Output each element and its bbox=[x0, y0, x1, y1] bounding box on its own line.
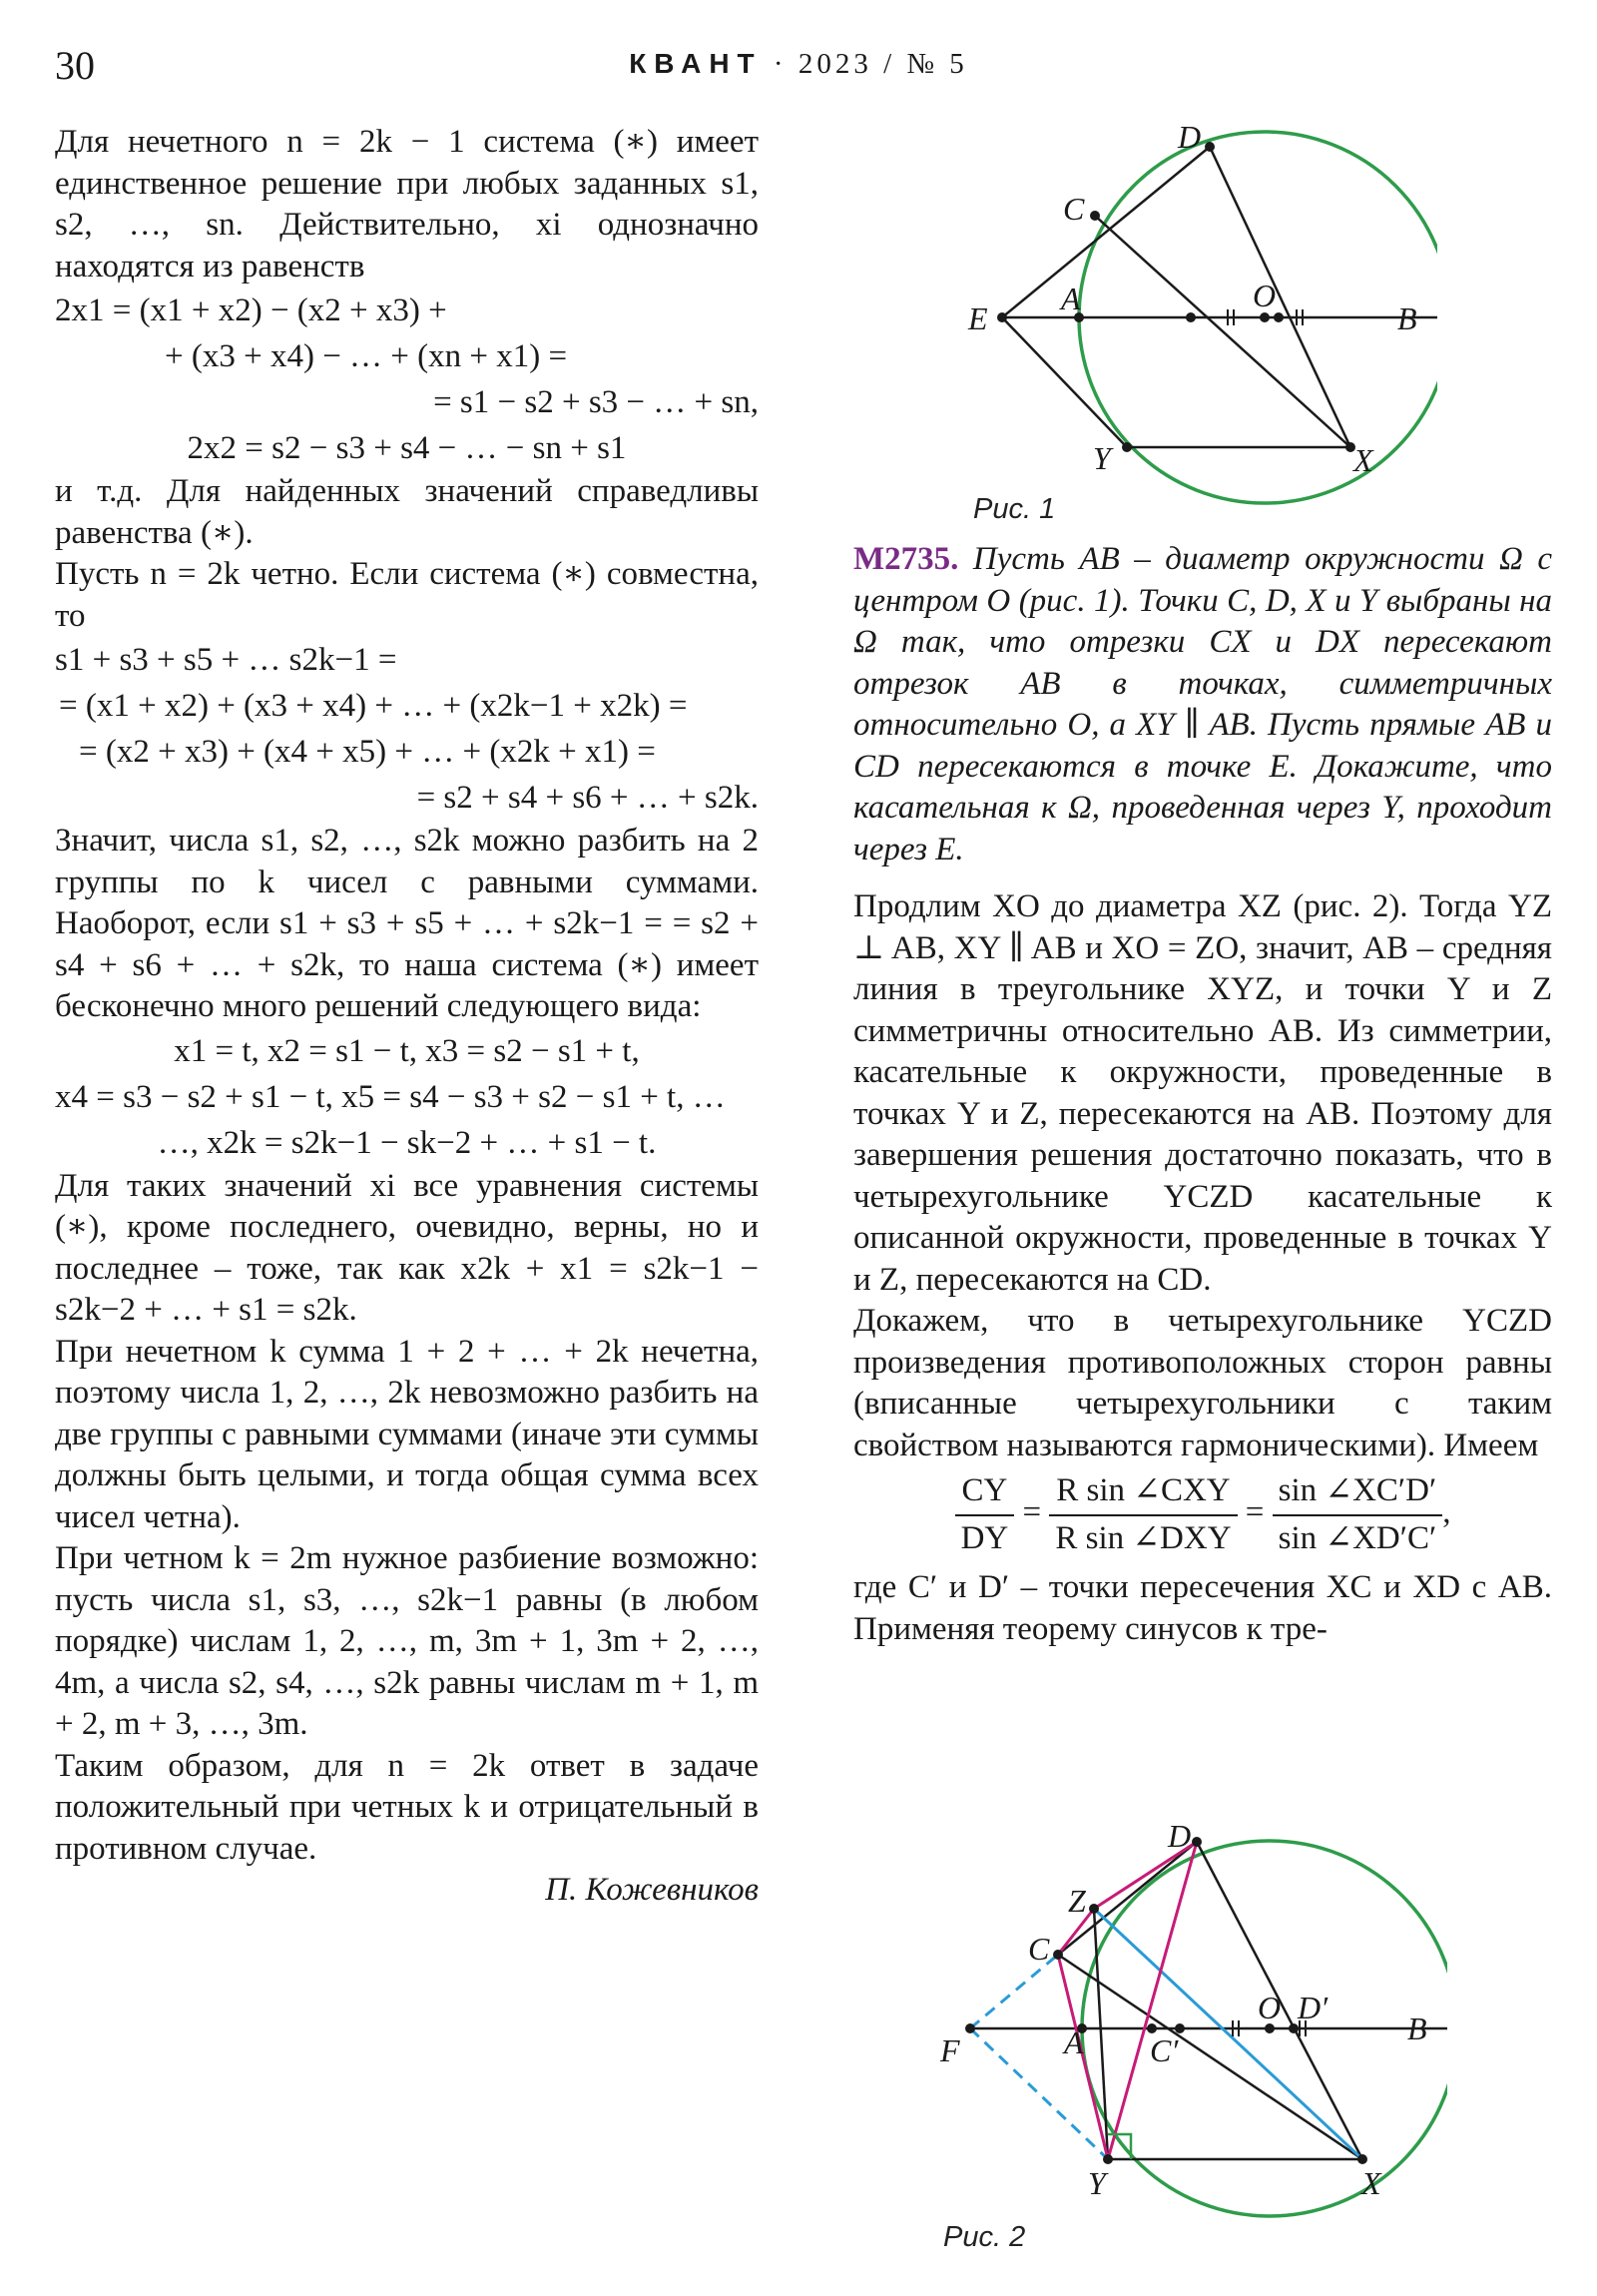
fraction-sin-prime: $\frac{\sin \angle XC'D'}{\sin \angle XD'C'}$ bbox=[1273, 1470, 1443, 1559]
label-C: C bbox=[1063, 191, 1085, 227]
point-Y bbox=[1103, 2154, 1113, 2164]
paragraph-odd-case: Для нечетного n = 2k − 1 система (∗) имеет единственное решение при любых заданных s1, s2, …, sn. Действительно, xi однозначно находятся из равенств bbox=[55, 124, 759, 285]
tangent-FY bbox=[970, 2028, 1108, 2159]
point-Z bbox=[1089, 1904, 1099, 1914]
header-separator: · bbox=[773, 48, 788, 80]
equation-sum-odd: s1 + s3 + s5 + … s2k−1 = bbox=[55, 642, 397, 678]
page-header bbox=[0, 42, 1597, 92]
author-signature: П. Кожевников bbox=[545, 1872, 759, 1908]
label-D: D bbox=[1168, 1818, 1192, 1854]
issue-number: 2023 / № 5 bbox=[798, 48, 968, 80]
equation-solution-1: x1 = t, x2 = s1 − t, x3 = s2 − s1 + t, bbox=[174, 1032, 640, 1069]
paragraph-conclusion: Таким образом, для n = 2k ответ в задаче положительный при четных k и отрицательный в противном случае. bbox=[55, 1747, 759, 1867]
point-D-prime bbox=[1274, 312, 1284, 322]
solution-paragraph-3: где C′ и D′ – точки пересечения XC и XD с AB. Применяя теорему синусов к тре- bbox=[853, 1569, 1552, 1647]
label-B: B bbox=[1407, 2010, 1427, 2046]
label-O: O bbox=[1258, 1990, 1282, 2025]
equation-2x1-cont: + (x3 + x4) − … + (xn + x1) = bbox=[165, 338, 568, 374]
label-F: F bbox=[940, 2032, 960, 2068]
equation-2x2: 2x2 = s2 − s3 + s4 − … − sn + s1 bbox=[187, 430, 627, 466]
journal-name: КВАНТ bbox=[629, 48, 763, 79]
label-O: O bbox=[1253, 278, 1277, 313]
solution-paragraph-1: Продлим XO до диаметра XZ (рис. 2). Тогда YZ ⊥ AB, XY ∥ AB и XO = ZO, значит, AB – средняя линия в треугольнике XYZ, и точки Y и Z симметричны относительно AB. Из симметрии, касательные к окружности, проведенные в точках Y и Z, пересекаются на AB. Поэтому для завершения решения достаточно показать, что в четырехугольнике YCZD касательные к описанной окружности, проведенные в точках Y и Z, пересекаются на CD. bbox=[853, 888, 1552, 1298]
equation-solution-2: x4 = s3 − s2 + s1 − t, x5 = s4 − s3 + s2 − s1 + t, … bbox=[55, 1078, 726, 1115]
paragraph-odd-k: При нечетном k сумма 1 + 2 + … + 2k нечетна, поэтому числа 1, 2, …, 2k невозможно разбить на две группы с равными суммами (иначе эти суммы должны быть целыми, и тогда общая сумма всех чисел четна). bbox=[55, 1333, 759, 1535]
paragraph-even-k: При четном k = 2m нужное разбиение возможно: пусть числа s1, s3, …, s2k−1 равны (в любом порядке) числам 1, 2, …, m, 3m + 1, 3m + 2, …, 4m, а числа s2, s4, …, s2k равны числам m + 1, m + 2, m + 3, …, 3m. bbox=[55, 1540, 759, 1742]
paragraph-etc: и т.д. Для найденных значений справедливы равенства (∗). bbox=[55, 473, 759, 551]
segment-DX bbox=[1210, 147, 1350, 447]
running-header bbox=[0, 48, 1597, 81]
figure-2 bbox=[928, 1812, 1447, 2231]
diameter-ZX bbox=[1094, 1909, 1362, 2159]
label-E: E bbox=[968, 300, 988, 336]
label-Y: Y bbox=[1093, 440, 1111, 476]
label-Y: Y bbox=[1088, 2165, 1106, 2201]
fraction-cy-dy: $\frac{CY}{DY}$ bbox=[955, 1470, 1015, 1559]
point-E bbox=[997, 312, 1007, 322]
point-C-prime bbox=[1186, 312, 1196, 322]
left-column bbox=[55, 122, 759, 1912]
right-column bbox=[853, 539, 1552, 1650]
label-B: B bbox=[1397, 300, 1417, 336]
equation-2x1: 2x1 = (x1 + x2) − (x2 + x3) + bbox=[55, 292, 447, 328]
equation-sum-pairs-1: = (x1 + x2) + (x3 + x4) + … + (x2k−1 + x2k) = bbox=[59, 688, 688, 724]
figure-1 bbox=[958, 120, 1437, 519]
label-D: D bbox=[1178, 120, 1202, 155]
segment-CX bbox=[1095, 216, 1350, 447]
point-D bbox=[1205, 142, 1215, 152]
points bbox=[965, 1837, 1447, 2164]
problem-text: Пусть AB – диаметр окружности Ω с центром O (рис. 1). Точки C, D, X и Y выбраны на Ω так, что отрезки CX и DX пересекают отрезок AB в точках, симметричных относительно O, а XY ∥ AB. Пусть прямые AB и CD пересекаются в точке E. Докажите, что касательная к Ω, проведенная через Y, проходит через E. bbox=[853, 541, 1552, 867]
label-A: A bbox=[1061, 281, 1081, 316]
point-X bbox=[1357, 2154, 1367, 2164]
label-X: X bbox=[1353, 442, 1373, 478]
page-number: 30 bbox=[55, 43, 95, 88]
problem-id: М2735. bbox=[853, 541, 959, 577]
point-D bbox=[1192, 1837, 1202, 1847]
problem-statement bbox=[853, 539, 1552, 870]
equation-sum-even: = s2 + s4 + s6 + … + s2k. bbox=[416, 780, 759, 816]
paragraph-partition: Значит, числа s1, s2, …, s2k можно разбить на 2 группы по k чисел с равными суммами. Наоборот, если s1 + s3 + s5 + … + s2k−1 = = s2 + s4 + s6 + … + s2k, то наша система (∗) имеет бесконечно много решений следующего вида: bbox=[55, 823, 759, 1024]
equation-solution-3: …, x2k = s2k−1 − sk−2 + … + s1 − t. bbox=[157, 1124, 657, 1161]
figure-2-caption: Рис. 2 bbox=[943, 2221, 1026, 2253]
equation-sum-pairs-2: = (x2 + x3) + (x4 + x5) + … + (x2k + x1) = bbox=[79, 734, 656, 770]
label-Z: Z bbox=[1068, 1883, 1086, 1919]
label-C-prime: C′ bbox=[1150, 2032, 1179, 2068]
figure-1-caption: Рис. 1 bbox=[973, 493, 1056, 525]
segment-CX bbox=[1058, 1955, 1362, 2159]
point-F bbox=[965, 2023, 975, 2033]
point-C bbox=[1090, 211, 1100, 221]
point-Y bbox=[1122, 442, 1132, 452]
paragraph-even-case: Пусть n = 2k четно. Если система (∗) совместна, то bbox=[55, 556, 759, 634]
tangent-EY bbox=[1002, 317, 1127, 447]
paragraph-verification: Для таких значений xi все уравнения системы (∗), кроме последнего, очевидно, верны, но и последнее – тоже, так как x2k + x1 = s2k−1 − s2k−2 + … + s1 = s2k. bbox=[55, 1167, 759, 1328]
point-C bbox=[1053, 1950, 1063, 1960]
label-X: X bbox=[1361, 2165, 1381, 2201]
point-O bbox=[1260, 312, 1270, 322]
label-D-prime: D′ bbox=[1298, 1990, 1329, 2025]
equation-2x1-result: = s1 − s2 + s3 − … + sn, bbox=[433, 384, 759, 420]
label-A: A bbox=[1064, 2024, 1084, 2060]
solution-paragraph-2: Докажем, что в четырехугольнике YCZD произведения противоположных сторон равны (вписанные четырехугольники с таким свойством называются гармоническими). Имеем bbox=[853, 1303, 1552, 1463]
fraction-rsin: $\frac{\text{R sin ∠CXY}}{\text{R sin ∠DXY}}$ bbox=[1049, 1470, 1237, 1559]
ratio-equation: $\frac{CY}{DY}$ = $\frac{\text{R sin ∠CXY}}{\text{R sin ∠DXY}}$ = $\frac{\sin \angle XC'D'}{\sin \angle XD'C'}$ , bbox=[853, 1470, 1552, 1559]
label-C: C bbox=[1028, 1931, 1050, 1967]
